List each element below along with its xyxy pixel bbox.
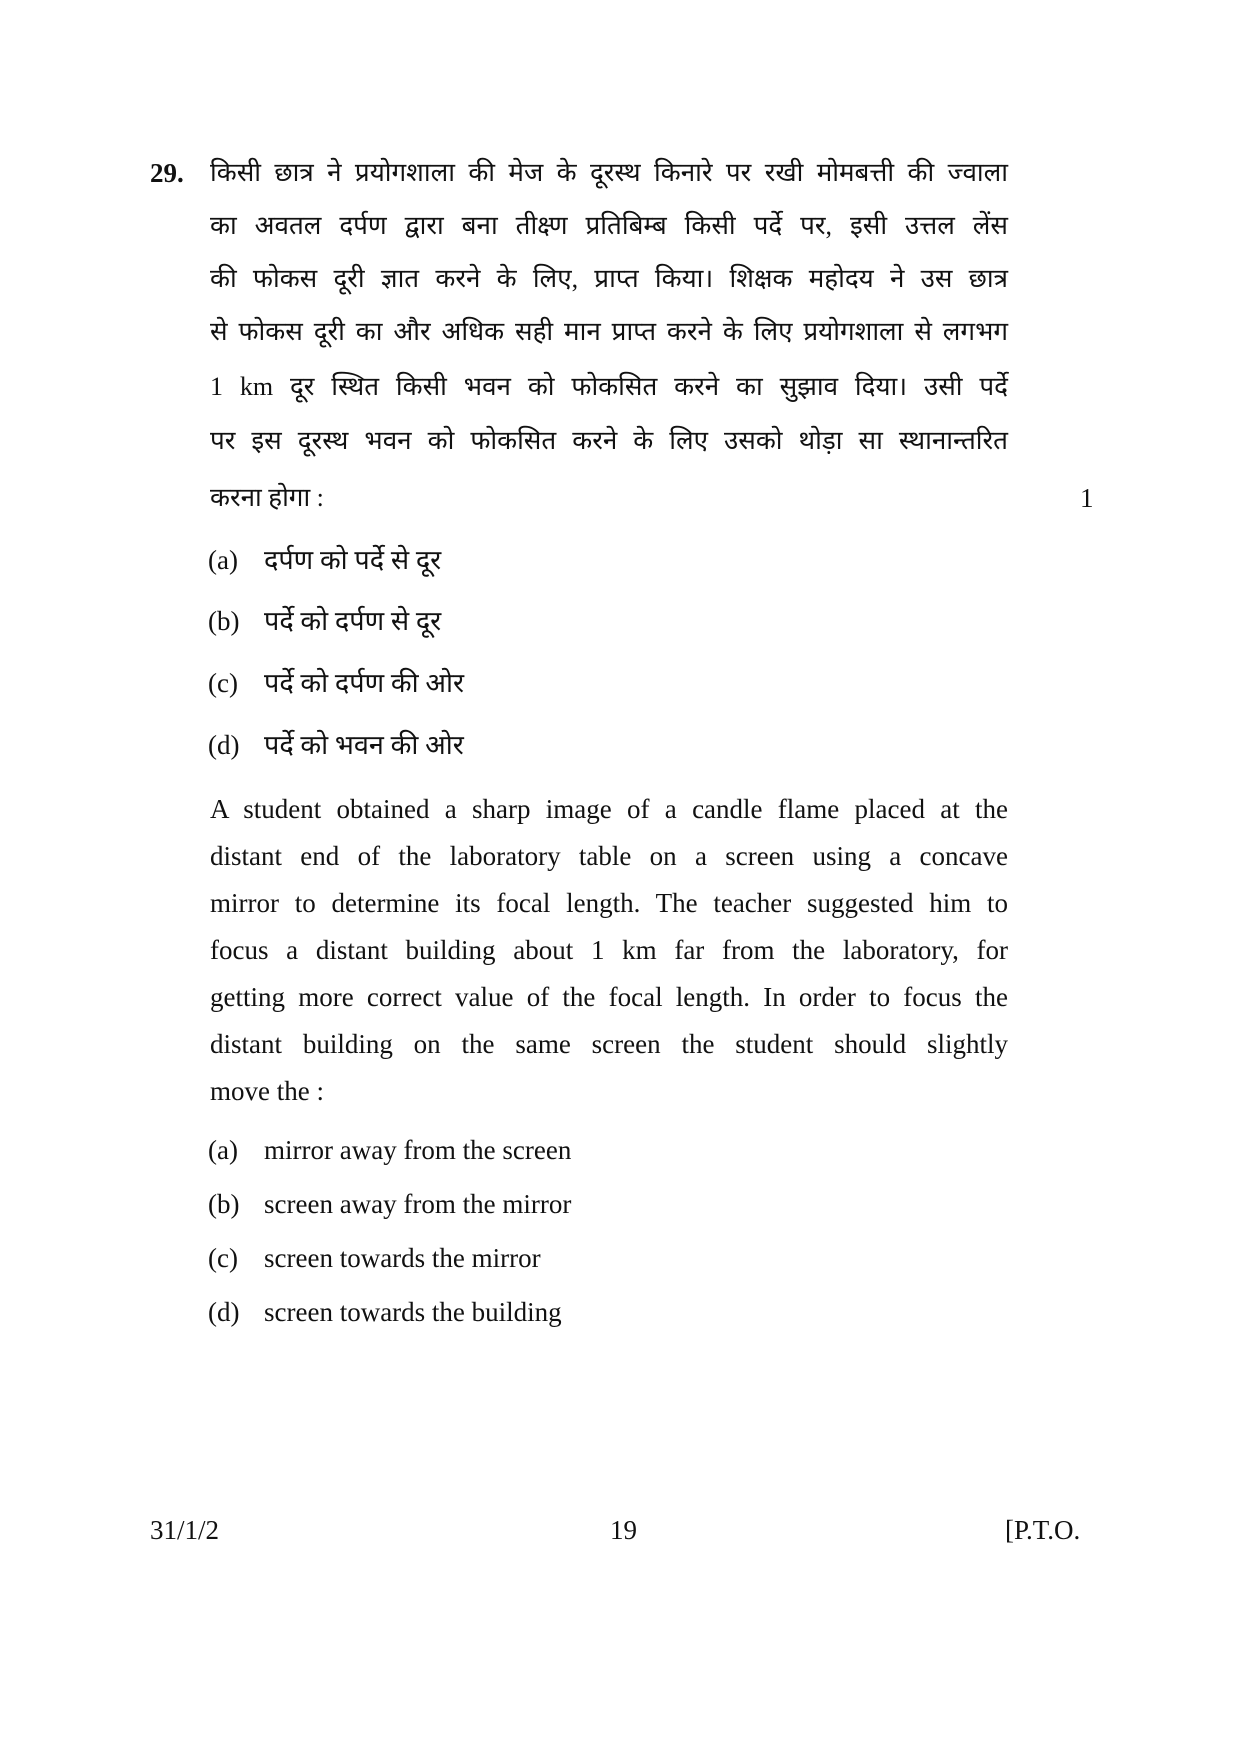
option-text: mirror away from the screen [264, 1135, 572, 1165]
option-label: (c) [208, 668, 238, 698]
option-label: (a) [208, 1135, 238, 1165]
option-label: (c) [208, 1243, 238, 1273]
english-question-line: distant end of the laboratory table on a screen using a concave [210, 841, 1008, 871]
option-label: (b) [208, 1189, 240, 1219]
hindi-option-c [208, 666, 464, 700]
option-text: पर्दे को भवन की ओर [264, 730, 464, 760]
english-question-line: focus a distant building about 1 km far from the laboratory, for [210, 935, 1008, 965]
english-option-c [208, 1241, 541, 1275]
option-text: पर्दे को दर्पण की ओर [264, 668, 464, 698]
option-text: दर्पण को पर्दे से दूर [264, 545, 442, 575]
option-text: screen towards the building [264, 1297, 562, 1327]
hindi-question-line: का अवतल दर्पण द्वारा बना तीक्ष्ण प्रतिबिम्ब किसी पर्दे पर, इसी उत्तल लेंस [210, 211, 1008, 240]
hindi-question-line: करना होगा : [210, 483, 324, 512]
option-label: (d) [208, 1297, 240, 1327]
hindi-question-line: की फोकस दूरी ज्ञात करने के लिए, प्राप्त किया। शिक्षक महोदय ने उस छात्र [210, 264, 1008, 293]
option-text: पर्दे को दर्पण से दूर [264, 606, 442, 636]
footer-paper-code: 31/1/2 [150, 1515, 220, 1545]
option-text: screen away from the mirror [264, 1189, 572, 1219]
hindi-option-b [208, 604, 441, 638]
english-question-line: distant building on the same screen the student should slightly [210, 1029, 1008, 1059]
footer-page-number: 19 [610, 1515, 637, 1545]
english-option-b [208, 1187, 571, 1221]
hindi-option-a [208, 543, 441, 577]
question-marks: 1 [1080, 483, 1094, 513]
hindi-question-line: पर इस दूरस्थ भवन को फोकसित करने के लिए उसको थोड़ा सा स्थानान्तरित [210, 426, 1008, 455]
question-number: 29. [150, 158, 184, 188]
hindi-question-line: किसी छात्र ने प्रयोगशाला की मेज के दूरस्थ किनारे पर रखी मोमबत्ती की ज्वाला [210, 158, 1008, 187]
footer-pto: [P.T.O. [1005, 1515, 1081, 1545]
hindi-question-line: 1 km दूर स्थित किसी भवन को फोकसित करने का सुझाव दिया। उसी पर्दे [210, 372, 1008, 401]
english-option-a [208, 1133, 571, 1167]
english-question-line: A student obtained a sharp image of a candle flame placed at the [210, 794, 1008, 824]
hindi-option-d [208, 728, 464, 762]
english-option-d [208, 1295, 562, 1329]
option-label: (d) [208, 730, 240, 760]
option-label: (a) [208, 545, 238, 575]
english-question-line: getting more correct value of the focal length. In order to focus the [210, 982, 1008, 1012]
option-text: screen towards the mirror [264, 1243, 541, 1273]
hindi-question-line: से फोकस दूरी का और अधिक सही मान प्राप्त करने के लिए प्रयोगशाला से लगभग [210, 317, 1008, 346]
option-label: (b) [208, 606, 240, 636]
english-question-line: mirror to determine its focal length. The teacher suggested him to [210, 888, 1008, 918]
english-question-line: move the : [210, 1076, 324, 1106]
